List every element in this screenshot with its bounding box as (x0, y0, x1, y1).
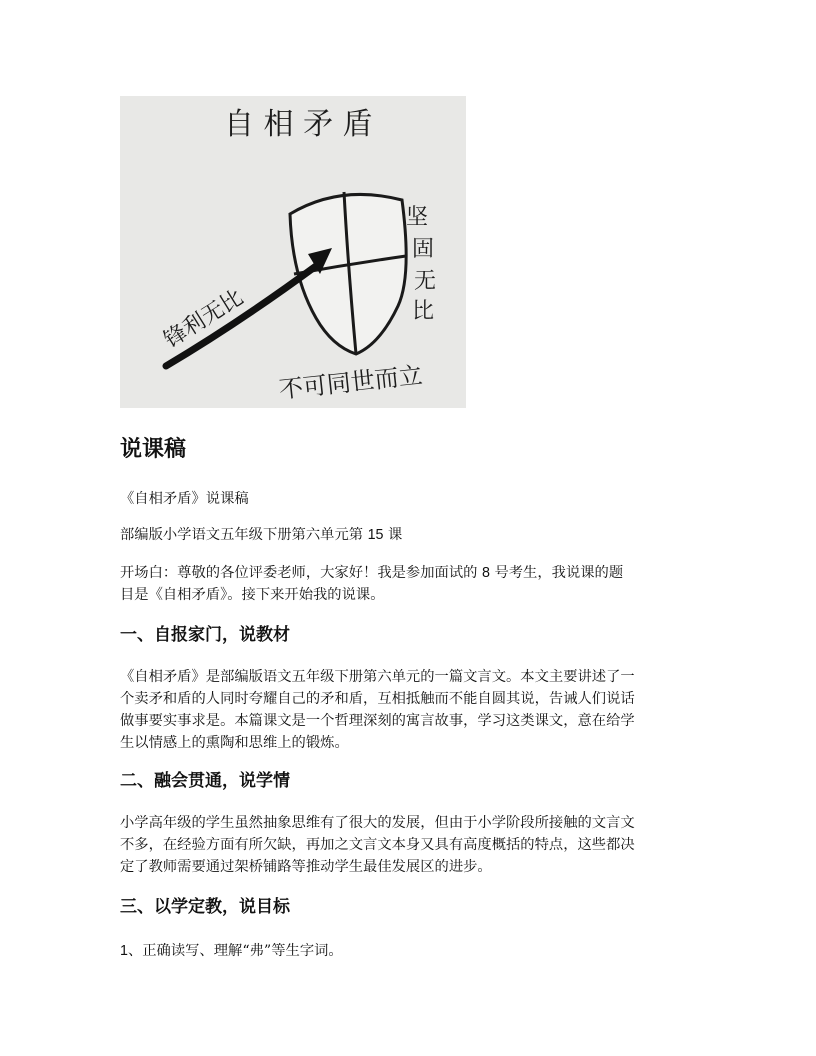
figure-title-text: 自 相 矛 盾 (224, 107, 373, 142)
figure-bottom-label: 不可同世而立 (277, 361, 424, 404)
section-2-heading: 二、融会贯通，说学情 (120, 771, 290, 791)
figure-right-label-3: 无 (414, 269, 437, 294)
figure-right-label-4: 比 (412, 299, 435, 324)
figure-left-label: 锋利无比 (159, 285, 248, 354)
illustration-canvas (120, 96, 466, 408)
section-2-paragraph: 小学高年级的学生虽然抽象思维有了很大的发展，但由于小学阶段所接触的文言文 不多，在经验方面有所欠缺，再加之文言文本身又具有高度概括的特点，这些都决 定了教师需要通过架桥铺路等推动学生最佳发展区的进步。 (120, 815, 635, 875)
section-1-paragraph: 《自相矛盾》是部编版语文五年级下册第六单元的一篇文言文。本文主要讲述了一 个卖矛和盾的人同时夸耀自己的矛和盾，互相抵触而不能自圆其说，告诫人们说话 做事要实事求是。本篇课文是一个哲理深刻的寓言故事，学习这类课文，意在给学 生以情感上的熏陶和思维上的锻炼。 (120, 669, 635, 751)
hand-drawn-illustration (120, 96, 466, 408)
section-3-item-1: 1、正确读写、理解“弗”等生字词。 (120, 943, 343, 959)
course-line: 部编版小学语文五年级下册第六单元第 15 课 (120, 527, 403, 543)
figure-right-label-1: 坚 (406, 205, 429, 230)
document-subtitle: 《自相矛盾》说课稿 (120, 491, 249, 507)
section-1-heading: 一、自报家门，说教材 (120, 625, 290, 645)
page-title: 说课稿 (120, 437, 187, 462)
section-3-heading: 三、以学定教，说目标 (120, 897, 290, 917)
opening-paragraph: 开场白：尊敬的各位评委老师，大家好！我是参加面试的 8 号考生，我说课的题 目是《自相矛盾》。接下来开始我的说课。 (120, 565, 624, 603)
figure-right-label-2: 固 (412, 237, 435, 262)
